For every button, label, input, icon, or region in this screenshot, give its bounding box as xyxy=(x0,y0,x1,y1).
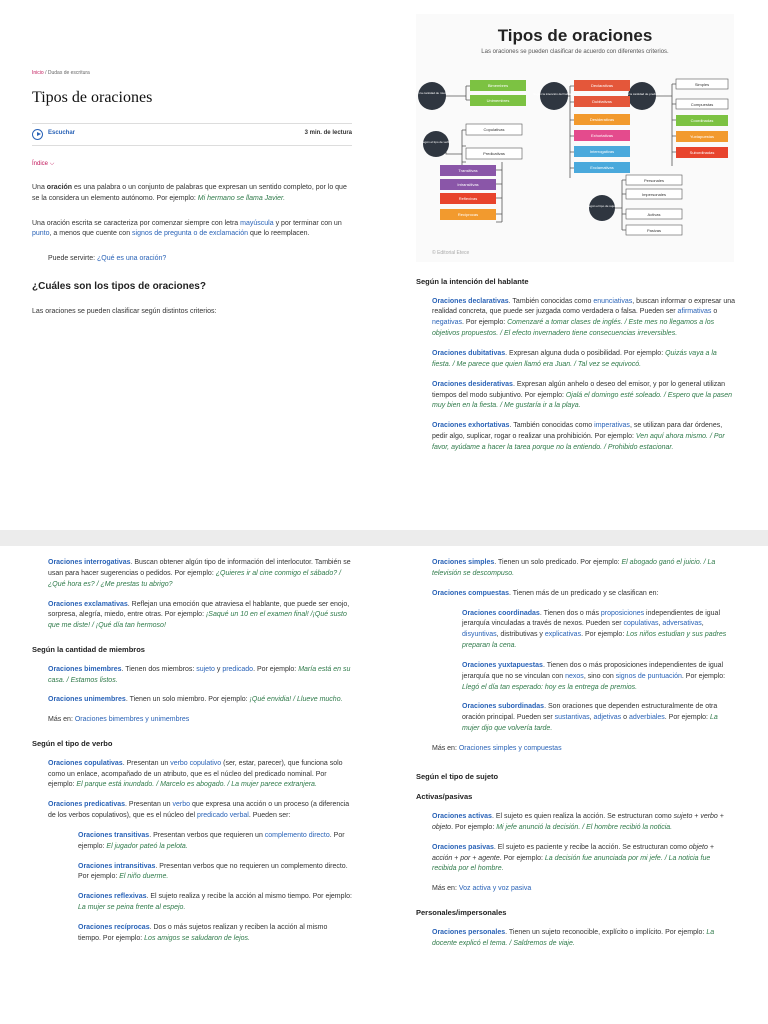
example: El jugador pateó la pelota. xyxy=(106,842,188,850)
text: . Por ejemplo: xyxy=(681,672,726,680)
link-nexos[interactable]: nexos xyxy=(565,672,584,680)
index-toggle[interactable] xyxy=(32,160,352,169)
item-simples xyxy=(416,558,736,580)
text: . Tienen un solo miembro. Por ejemplo: xyxy=(125,696,250,704)
text: , a menos que cuente con xyxy=(49,230,133,238)
example: La mujer se peina frente al espejo. xyxy=(78,904,186,912)
text: . Reflejan una emoción que atraviesa el hablante, que puede ser enojo, sorpresa, alegría, miedo, entre otras. Por ejemplo: xyxy=(48,600,350,619)
label-unimembres: Unimembres xyxy=(486,98,510,103)
link-compuestas[interactable]: Oraciones compuestas xyxy=(432,589,510,597)
item-intransitivas xyxy=(32,862,352,884)
item-declarativas xyxy=(416,297,736,340)
breadcrumb-home-link[interactable]: Inicio xyxy=(32,70,44,76)
text: . El sujeto es paciente y recibe la acción. Se estructuran como xyxy=(493,843,689,851)
hub-intent-label: Según la intención del hablante xyxy=(533,92,575,96)
text: o xyxy=(621,714,629,722)
label-subordinadas: Subordinadas xyxy=(689,150,715,155)
link-signos[interactable]: signos de pregunta o de exclamación xyxy=(132,230,248,238)
label-declarativas: Declarativas xyxy=(590,83,614,88)
text: o xyxy=(711,308,718,316)
text: Más en: xyxy=(432,744,459,752)
label-bimembres: Bimembres xyxy=(487,83,509,88)
example: Ven aquí ahora mismo. / Por favor, ayúdame a hacer la tarea porque no la entiendo. / Prohibido estacionar. xyxy=(432,433,725,451)
item-interrogativas xyxy=(32,558,352,591)
text: (ser, estar, parecer), que funciona solo como un enlace, acompañado de un atributo, que es el núcleo del predicado nominal. Por ejemplo: xyxy=(48,759,343,789)
link-interrogativas[interactable]: Oraciones interrogativas xyxy=(48,559,131,566)
hub-predicates xyxy=(628,82,656,110)
link-punto[interactable]: punto xyxy=(32,230,50,238)
label-personales: Personales xyxy=(643,178,665,183)
label-impersonales: Impersonales xyxy=(641,192,667,197)
item-copulativas xyxy=(32,759,352,792)
infographic-title: Tipos de oraciones xyxy=(497,26,653,45)
example: Mi jefe anunció la decisión. / El hombre recibió la noticia. xyxy=(496,823,673,831)
link-proposiciones[interactable]: proposiciones xyxy=(600,609,645,617)
link-activas[interactable]: Oraciones activas xyxy=(432,813,492,821)
link-disyuntivas[interactable]: disyuntivas xyxy=(462,631,497,639)
text: Una oración escrita se caracteriza por comenzar siempre con letra xyxy=(32,219,241,227)
text: Más en: xyxy=(432,885,459,893)
label-compuestas: Compuestas xyxy=(690,102,714,107)
label-copulativas: Copulativas xyxy=(483,127,505,132)
infographic-diagram xyxy=(410,66,734,256)
item-dubitativas xyxy=(416,349,736,371)
text: . Presentan un xyxy=(125,801,173,809)
intro-paragraph-2 xyxy=(32,219,352,241)
index-label: Índice xyxy=(32,160,49,167)
example: La decisión fue anunciada por mi jefe. / La noticia fue recibida por el hombre. xyxy=(432,854,711,873)
label-predicativas: Predicativas xyxy=(483,151,505,156)
bold-term: oración xyxy=(46,183,73,191)
item-reciprocas xyxy=(32,923,352,945)
page-gutter-vertical xyxy=(380,0,388,1024)
label-yuxtapuestas: Yuxtapuestas xyxy=(689,134,715,139)
item-subordinadas xyxy=(416,702,736,735)
link-adverbiales[interactable]: adverbiales xyxy=(628,714,665,722)
link-afirmativas[interactable]: afirmativas xyxy=(677,308,712,316)
link-subordinadas[interactable]: Oraciones subordinadas xyxy=(462,703,545,711)
link-exclamativas[interactable]: Oraciones exclamativas xyxy=(48,600,128,608)
example: El abogado ganó el juicio. / La televisión se descompuso. xyxy=(432,559,716,577)
item-exhortativas xyxy=(416,421,736,454)
label-activas: Activas xyxy=(647,212,661,217)
link-intransitivas[interactable]: Oraciones intransitivas xyxy=(78,862,156,870)
link-explicativas[interactable]: explicativas xyxy=(544,631,582,639)
text: , buscan informar o expresar una realidad concreta, que puede ser juzgada como verdadera o falsa. Pueden ser xyxy=(432,297,736,316)
link-verbo-copulativo[interactable]: verbo copulativo xyxy=(170,759,222,767)
text: . Por ejemplo: xyxy=(451,823,497,831)
label-reciprocas: Recíprocas xyxy=(457,212,479,217)
text: . Por ejemplo: xyxy=(253,665,299,673)
link-declarativas[interactable]: Oraciones declarativas xyxy=(432,297,509,305)
structure: objeto + acción + por + agente xyxy=(432,843,714,862)
item-unimembres xyxy=(32,695,352,706)
text: Una xyxy=(32,183,47,191)
text: . Tienen un sujeto reconocible, explícito o implícito. Por ejemplo: xyxy=(505,928,707,936)
link-sujeto[interactable]: sujeto xyxy=(196,665,215,673)
text: , xyxy=(589,714,594,722)
subject-heading: Según el tipo de sujeto xyxy=(416,771,499,781)
text: . Por ejemplo: xyxy=(78,831,345,850)
infographic-subtitle: Las oraciones se pueden clasificar de acuerdo con diferentes criterios. xyxy=(481,49,669,55)
text: . Son oraciones que dependen estructuralmente de otra oración principal. Pueden ser xyxy=(462,703,718,722)
link-adversativas[interactable]: adversativas xyxy=(662,620,702,628)
text: . Expresan algún anhelo o deseo del emisor, y por lo general utilizan tiempos del modo subjuntivo. Por ejemplo: xyxy=(432,380,726,399)
label-intransitivas: Intransitivas xyxy=(457,182,479,187)
hub-members xyxy=(418,82,446,110)
intent-members-verb-section xyxy=(32,558,352,954)
activas-pasivas-heading: Activas/pasivas xyxy=(416,792,473,802)
text: . Por ejemplo: xyxy=(461,319,508,327)
read-time: 3 min. de lectura xyxy=(304,130,352,137)
link-predicado-verbal[interactable]: predicado verbal xyxy=(197,812,249,820)
text: , distributivas y xyxy=(496,631,545,639)
listen-label: Escuchar xyxy=(48,130,76,137)
link-que-es-oracion[interactable]: ¿Qué es una oración? xyxy=(97,255,167,263)
types-heading: ¿Cuáles son los tipos de oraciones? xyxy=(32,281,206,293)
item-pasivas xyxy=(416,843,736,876)
listen-button[interactable] xyxy=(32,129,75,140)
verb-heading: Según el tipo de verbo xyxy=(32,739,113,749)
text: . Presentan un xyxy=(122,759,171,767)
hub-intent xyxy=(540,82,568,110)
text: . Presentan verbos que requieren un xyxy=(149,831,265,839)
item-transitivas xyxy=(32,831,352,853)
item-predicativas xyxy=(32,800,352,822)
text: . Presentan verbos que no requieren un complemento directo. Por ejemplo: xyxy=(78,862,348,881)
intent-heading: Según la intención del hablante xyxy=(416,277,529,286)
link-imperativas[interactable]: imperativas xyxy=(594,422,630,430)
link-reflexivas[interactable]: Oraciones reflexivas xyxy=(78,893,147,901)
serve-line xyxy=(32,254,352,265)
more-members xyxy=(32,715,352,726)
example: Ojalá el domingo esté soleado. / Espero que la pasen muy bien en la fiesta. / Me gustaría ir a la playa. xyxy=(432,391,733,410)
chevron-down-icon: ⌵ xyxy=(49,160,55,167)
link-copulativas[interactable]: Oraciones copulativas xyxy=(48,759,123,767)
link-sustantivas[interactable]: sustantivas xyxy=(554,714,590,722)
infographic-credit: © Editorial Etece xyxy=(432,250,470,256)
link-mayuscula[interactable]: mayúscula xyxy=(240,219,274,227)
label-transitivas: Transitivas xyxy=(458,168,478,173)
example: Los amigos se saludaron de lejos. xyxy=(144,934,250,942)
item-activas xyxy=(416,812,736,834)
example: ¿Quieres ir al cine conmigo el sábado? / ¿Qué hora es? / ¿Me prestas tu abrigo? xyxy=(48,569,342,588)
example: Mi hermano se llama Javier. xyxy=(197,194,286,202)
link-bimembres[interactable]: Oraciones bimembres xyxy=(48,665,122,673)
link-predicativas[interactable]: Oraciones predicativas xyxy=(48,801,126,809)
text: , se utilizan para dar órdenes, pedir algo, suplicar, rogar o realizar una prohibición. Por ejemplo: xyxy=(432,422,723,441)
play-icon xyxy=(32,129,43,140)
structure: sujeto + verbo + objeto xyxy=(432,813,724,831)
text: . Tienen dos o más proposiciones independientes de igual jerarquía que no se vinculan con xyxy=(462,661,724,680)
intent-section xyxy=(416,276,736,463)
breadcrumb-separator: / xyxy=(45,70,48,76)
item-reflexivas xyxy=(32,892,352,914)
audio-bar xyxy=(32,123,352,146)
breadcrumb-section: Dudas de escritura xyxy=(47,70,90,76)
example: Llegó el día tan esperado: hoy es la entrega de premios. xyxy=(462,683,638,691)
text: que expresa una acción o un proceso (a diferencia de los verbos copulativos), que es el núcleo del xyxy=(48,801,350,820)
link-coordinadas[interactable]: Oraciones coordinadas xyxy=(462,609,540,617)
text: . También conocidas como xyxy=(509,422,595,430)
link-negativas[interactable]: negativas xyxy=(432,319,462,327)
link-dubitativas[interactable]: Oraciones dubitativas xyxy=(432,350,506,357)
example: El parque está inundado. / Marcelo es abogado. / La mujer parece extranjera. xyxy=(76,781,317,789)
text: . Por ejemplo: xyxy=(581,631,627,639)
link-copulativas-coord[interactable]: copulativas xyxy=(623,620,659,628)
text: independientes de igual jerarquía vinculadas a través de nexos. Pueden ser xyxy=(462,609,721,628)
link-unimembres[interactable]: Oraciones unimembres xyxy=(48,696,126,704)
item-coordinadas xyxy=(416,609,736,652)
text: Más en: xyxy=(48,716,75,724)
text: . Tienen más de un predicado y se clasifican en: xyxy=(509,589,659,597)
text: Puede servirte: xyxy=(48,255,98,263)
text: y por terminar con un xyxy=(273,219,342,227)
item-exclamativas xyxy=(32,600,352,633)
example: ¡Qué envidia! / Llueve mucho. xyxy=(249,696,343,704)
text: es una palabra o un conjunto de palabras que expresan un sentido completo, por lo que se la considera un elemento autónomo. Por ejemplo: xyxy=(32,183,347,202)
text: . Dos o más sujetos realizan y reciben la acción al mismo tiempo. Por ejemplo: xyxy=(78,923,328,942)
link-enunciativas[interactable]: enunciativas xyxy=(593,297,633,305)
types-intro: Las oraciones se pueden clasificar según distintos criterios: xyxy=(32,307,217,315)
predicates-subject-section xyxy=(416,558,736,958)
article-intro xyxy=(32,70,352,326)
more-predicates xyxy=(416,744,736,755)
breadcrumb xyxy=(32,70,352,78)
text: . Tienen dos miembros: xyxy=(121,665,197,673)
text: . Por ejemplo: xyxy=(664,714,710,722)
text: que lo reemplacen. xyxy=(248,230,310,238)
example: La mujer dijo que volvería tarde. xyxy=(462,714,718,733)
members-heading: Según la cantidad de miembros xyxy=(32,645,145,655)
label-interrogativas: Interrogativas xyxy=(589,149,615,154)
text: . El sujeto realiza y recibe la acción al mismo tiempo. Por ejemplo: xyxy=(146,893,352,901)
text: , sino con xyxy=(583,672,616,680)
link-personales[interactable]: Oraciones personales xyxy=(432,928,506,936)
label-exhortativas: Exhortativas xyxy=(590,133,614,138)
example: La docente explicó el tema. / Saldremos de viaje. xyxy=(432,928,715,947)
text: . Buscan obtener algún tipo de información del interlocutor. También se usan para hacer sugerencias o pedidos. Por ejemplo: xyxy=(48,559,351,577)
item-yuxtapuestas xyxy=(416,661,736,694)
link-yuxtapuestas[interactable]: Oraciones yuxtapuestas xyxy=(462,661,543,669)
label-dubitativas: Dubitativas xyxy=(592,99,612,104)
item-personales xyxy=(416,928,736,950)
example: ¡Saqué un 10 en el examen final! /¡Qué susto que me diste! / ¡Qué día tan hermoso! xyxy=(48,611,347,630)
label-desiderativas: Desiderativas xyxy=(589,117,615,122)
example: María está en su casa. / Estamos listos. xyxy=(48,665,351,684)
text: . Tienen un solo predicado. Por ejemplo: xyxy=(494,559,622,566)
text: . Expresan alguna duda o posibilidad. Por ejemplo: xyxy=(505,350,666,357)
example: Quizás vaya a la fiesta. / Me parece que quien llamó era Juan. / Tal vez se equivocó. xyxy=(432,350,717,368)
link-reciprocas[interactable]: Oraciones recíprocas xyxy=(78,923,150,931)
link-adjetivas[interactable]: adjetivas xyxy=(593,714,622,722)
text: . También conocidas como xyxy=(508,297,594,305)
link-pasivas[interactable]: Oraciones pasivas xyxy=(432,843,494,851)
example: Los niños estudian y sus padres preparan la cena. xyxy=(462,631,727,650)
hub-verb-label: Según el tipo de verbo xyxy=(420,140,452,144)
link-voz-activa-pasiva[interactable]: Voz activa y voz pasiva xyxy=(458,885,532,893)
example: El niño duerme. xyxy=(119,873,169,881)
text: . Por ejemplo: xyxy=(499,854,545,862)
link-simples[interactable]: Oraciones simples xyxy=(432,559,495,566)
text: . Tienen dos o más xyxy=(539,609,601,617)
item-desiderativas xyxy=(416,380,736,413)
link-complemento-directo[interactable]: complemento directo xyxy=(264,831,330,839)
text: , xyxy=(701,620,704,628)
text: . El sujeto es quien realiza la acción. Se estructuran como xyxy=(491,813,674,821)
hub-verb xyxy=(420,131,452,157)
personales-impersonales-heading: Personales/impersonales xyxy=(416,908,507,918)
link-exhortativas[interactable]: Oraciones exhortativas xyxy=(432,422,510,430)
infographic xyxy=(410,14,734,262)
text: , xyxy=(658,620,663,628)
text: y xyxy=(214,665,223,673)
label-reflexivas: Reflexivas xyxy=(458,196,478,201)
label-pasivas: Pasivas xyxy=(646,228,662,233)
hub-predicates-label: Según la cantidad de predicados xyxy=(620,92,664,96)
hub-subject-label: Según el tipo de sujeto xyxy=(586,204,618,208)
label-coordinadas: Coordinadas xyxy=(690,118,714,123)
intro-paragraph-1 xyxy=(32,183,352,205)
label-exclamativas: Exclamativas xyxy=(590,165,614,170)
hub-subject xyxy=(589,195,615,221)
link-signos-puntuacion[interactable]: signos de puntuación xyxy=(615,672,682,680)
item-bimembres xyxy=(32,665,352,687)
link-desiderativas[interactable]: Oraciones desiderativas xyxy=(432,380,513,388)
link-simples-compuestas[interactable]: Oraciones simples y compuestas xyxy=(458,744,562,752)
hub-members-label: Según la cantidad de miembros xyxy=(410,91,454,95)
link-bimembres-unimembres[interactable]: Oraciones bimembres y unimembres xyxy=(74,716,190,724)
link-transitivas[interactable]: Oraciones transitivas xyxy=(78,831,150,839)
text: . Pueden ser: xyxy=(248,812,291,820)
label-simples: Simples xyxy=(694,82,710,87)
example: Comenzaré a tomar clases de inglés. / Este mes no llegamos a los objetivos propuestos. / El efecto invernadero tiene consecuencias irreversibles. xyxy=(432,319,715,338)
more-subject xyxy=(416,884,736,895)
item-compuestas xyxy=(416,589,736,600)
link-verbo[interactable]: verbo xyxy=(172,801,191,809)
page-title: Tipos de oraciones xyxy=(32,88,153,106)
link-predicado[interactable]: predicado xyxy=(222,665,254,673)
